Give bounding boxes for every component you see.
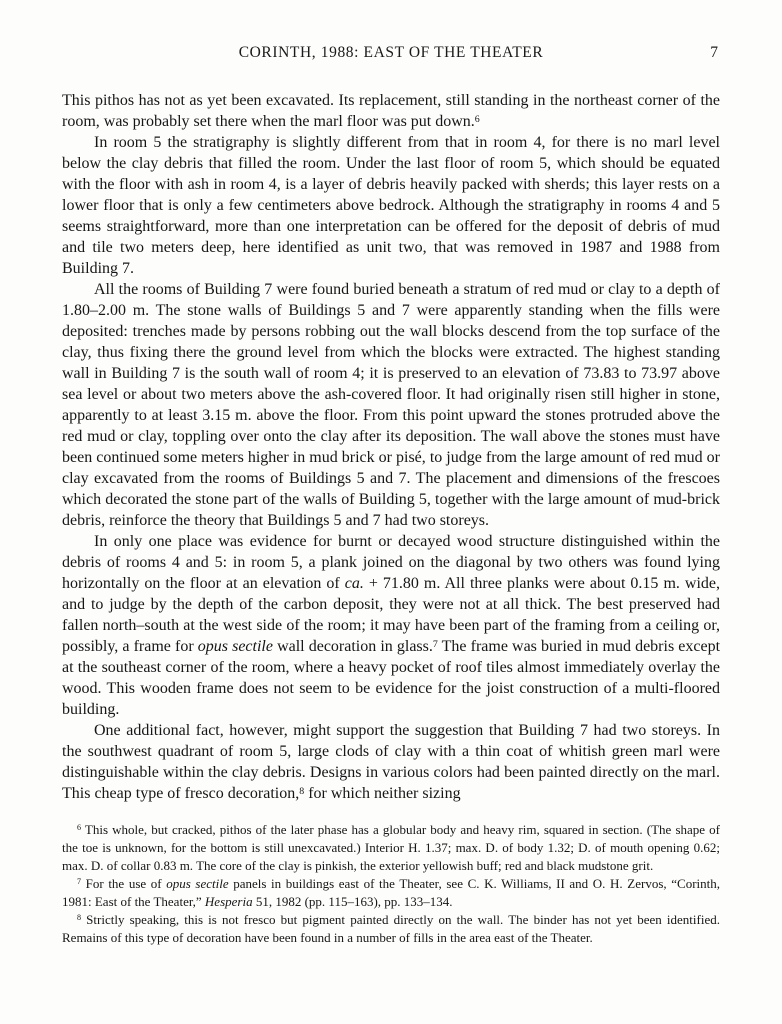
- paragraph: In room 5 the stratigraphy is slightly different from that in room 4, for there is no marl level below the clay debris that filled the room. Under the last floor of room 5, which should be equated with the floor with ash in room 4, is a layer of debris heavily packed with sherds; this layer rests on a lower floor that is only a few centimeters above bedrock. Although the stratigraphy in rooms 4 and 5 seems straightforward, more than one interpretation can be offered for the deposit of debris of mud and tile two meters deep, here identified as unit two, that was removed in 1987 and 1988 from Building 7.: [62, 134, 720, 277]
- running-head-title: CORINTH, 1988: EAST OF THE THEATER: [238, 44, 544, 61]
- footnote-7: $^7$ For the use of opus sectile panels in buildings east of the Theater, see C. K. Williams, II and O. H. Zervos, “Corinth, 1981: East of the Theater,” Hesperia 51, 1982 (pp. 115–163), pp. 133–134.: [62, 876, 721, 909]
- paragraph: All the rooms of Building 7 were found buried beneath a stratum of red mud or clay to a depth of 1.80–2.00 m. The stone walls of Buildings 5 and 7 were apparently standing when the fills were deposited: trenches made by persons robbing out the wall blocks descend from the top surface of the clay, thus fixing there the ground level from which the blocks were extracted. The highest standing wall in Building 7 is the south wall of room 4; it is preserved to an elevation of 73.83 to 73.97 above sea level or about two meters above the ash-covered floor. It had originally risen still higher in stone, apparently to at least 3.15 m. above the floor. From this point upward the stones protruded above the red mud or clay, toppling over onto the clay after its deposition. The wall above the stones must have been continued some meters higher in mud brick or pisé, to judge from the large amount of red mud or clay excavated from the rooms of Buildings 5 and 7. The placement and dimensions of the frescoes which decorated the stone part of the walls of Building 5, together with the large amount of mud-brick debris, reinforce the theory that Buildings 5 and 7 had two storeys.: [62, 281, 720, 529]
- paragraph: One additional fact, however, might support the suggestion that Building 7 had two storeys. In the southwest quadrant of room 5, large clods of clay with a thin coat of whitish green marl were distinguishable within the clay debris. Designs in various colors had been painted directly on the marl. This cheap type of fresco decoration,$^8$ for which neither sizing: [62, 722, 720, 802]
- page-number: 7: [710, 44, 718, 61]
- footnotes: [62, 821, 720, 947]
- footnote-8: $^8$ Strictly speaking, this is not fresco but pigment painted directly on the wall. The binder has not yet been identified. Remains of this type of decoration have been found in a number of fills in the area east of the Theater.: [62, 912, 720, 945]
- body-text: [62, 90, 720, 804]
- footnote-6: $^6$ This whole, but cracked, pithos of the later phase has a globular body and heavy rim, squared in section. (The shape of the toe is unknown, for the bottom is still unexcavated.) Interior H. 1.37; max. D. of body 1.32; D. of mouth opening 0.62; max. D. of collar 0.83 m. The core of the clay is pinkish, the exterior yellowish buff; red and black mudstone grit.: [62, 822, 720, 873]
- page-header: [62, 44, 720, 66]
- paragraph: This pithos has not as yet been excavated. Its replacement, still standing in the northeast corner of the room, was probably set there when the marl floor was put down.$^6$: [62, 92, 720, 130]
- paragraph: In only one place was evidence for burnt or decayed wood structure distinguished within the debris of rooms 4 and 5: in room 5, a plank joined on the diagonal by two others was found lying horizontally on the floor at an elevation of ca. + 71.80 m. All three planks were about 0.15 m. wide, and to judge by the depth of the carbon deposit, they were not at all thick. The best preserved had fallen north–south at the west side of the room; it may have been part of the framing from a ceiling or, possibly, a frame for opus sectile wall decoration in glass.$^7$ The frame was buried in mud debris except at the southeast corner of the room, where a heavy pocket of roof tiles almost immediately overlay the wood. This wooden frame does not seem to be evidence for the joist construction of a multi-floored building.: [62, 533, 721, 718]
